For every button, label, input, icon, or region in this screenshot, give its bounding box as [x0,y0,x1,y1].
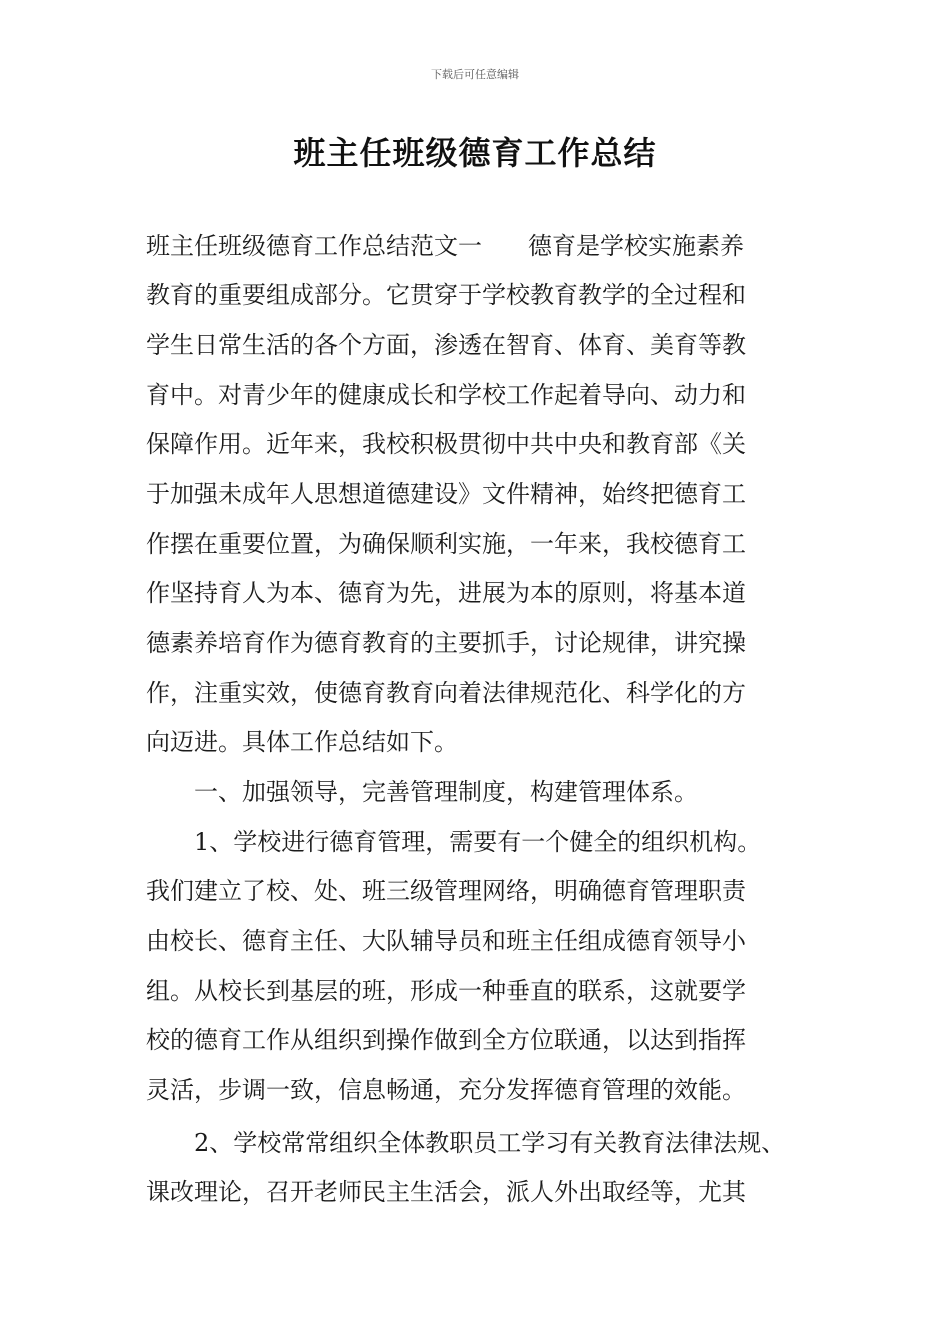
body-line: 作坚持育人为本、德育为先，进展为本的原则，将基本道 [146,579,746,607]
body-line: 组。从校长到基层的班，形成一种垂直的联系，这就要学 [146,977,746,1005]
body-line: 教育的重要组成部分。它贯穿于学校教育教学的全过程和 [146,281,746,309]
body-line-first [146,230,846,262]
body-line: 作，注重实效，使德育教育向着法律规范化、科学化的方 [146,679,746,707]
body-line: 作摆在重要位置，为确保顺利实施，一年来，我校德育工 [146,530,746,558]
body-line: 德素养培育作为德育教育的主要抓手，讨论规律，讲究操 [146,629,746,657]
body-line-text: 德育是学校实施素养 [528,232,744,260]
body-line: 向迈进。具体工作总结如下。 [146,728,458,756]
document-title: 班主任班级德育工作总结 [293,134,657,172]
body-line: 课改理论，召开老师民主生活会，派人外出取经等，尤其 [146,1178,746,1206]
body-line: 1、学校进行德育管理，需要有一个健全的组织机构。 [146,828,762,856]
section-label: 班主任班级德育工作总结范文一 [146,232,482,260]
body-line: 保障作用。近年来，我校积极贯彻中共中央和教育部《关 [146,430,746,458]
body-line: 育中。对青少年的健康成长和学校工作起着导向、动力和 [146,381,746,409]
body-line: 灵活，步调一致，信息畅通，充分发挥德育管理的效能。 [146,1076,746,1104]
body-line: 由校长、德育主任、大队辅导员和班主任组成德育领导小 [146,927,746,955]
body-line: 于加强未成年人思想道德建设》文件精神，始终把德育工 [146,480,746,508]
body-line: 我们建立了校、处、班三级管理网络，明确德育管理职责 [146,877,746,905]
section-heading: 一、加强领导，完善管理制度，构建管理体系。 [146,778,698,806]
body-line: 学生日常生活的各个方面，渗透在智育、体育、美育等教 [146,331,746,359]
body-line: 校的德育工作从组织到操作做到全方位联通，以达到指挥 [146,1026,746,1054]
body-line: 2、学校常常组织全体教职员工学习有关教育法律法规、 [146,1129,786,1157]
header-note: 下载后可任意编辑 [431,68,519,81]
